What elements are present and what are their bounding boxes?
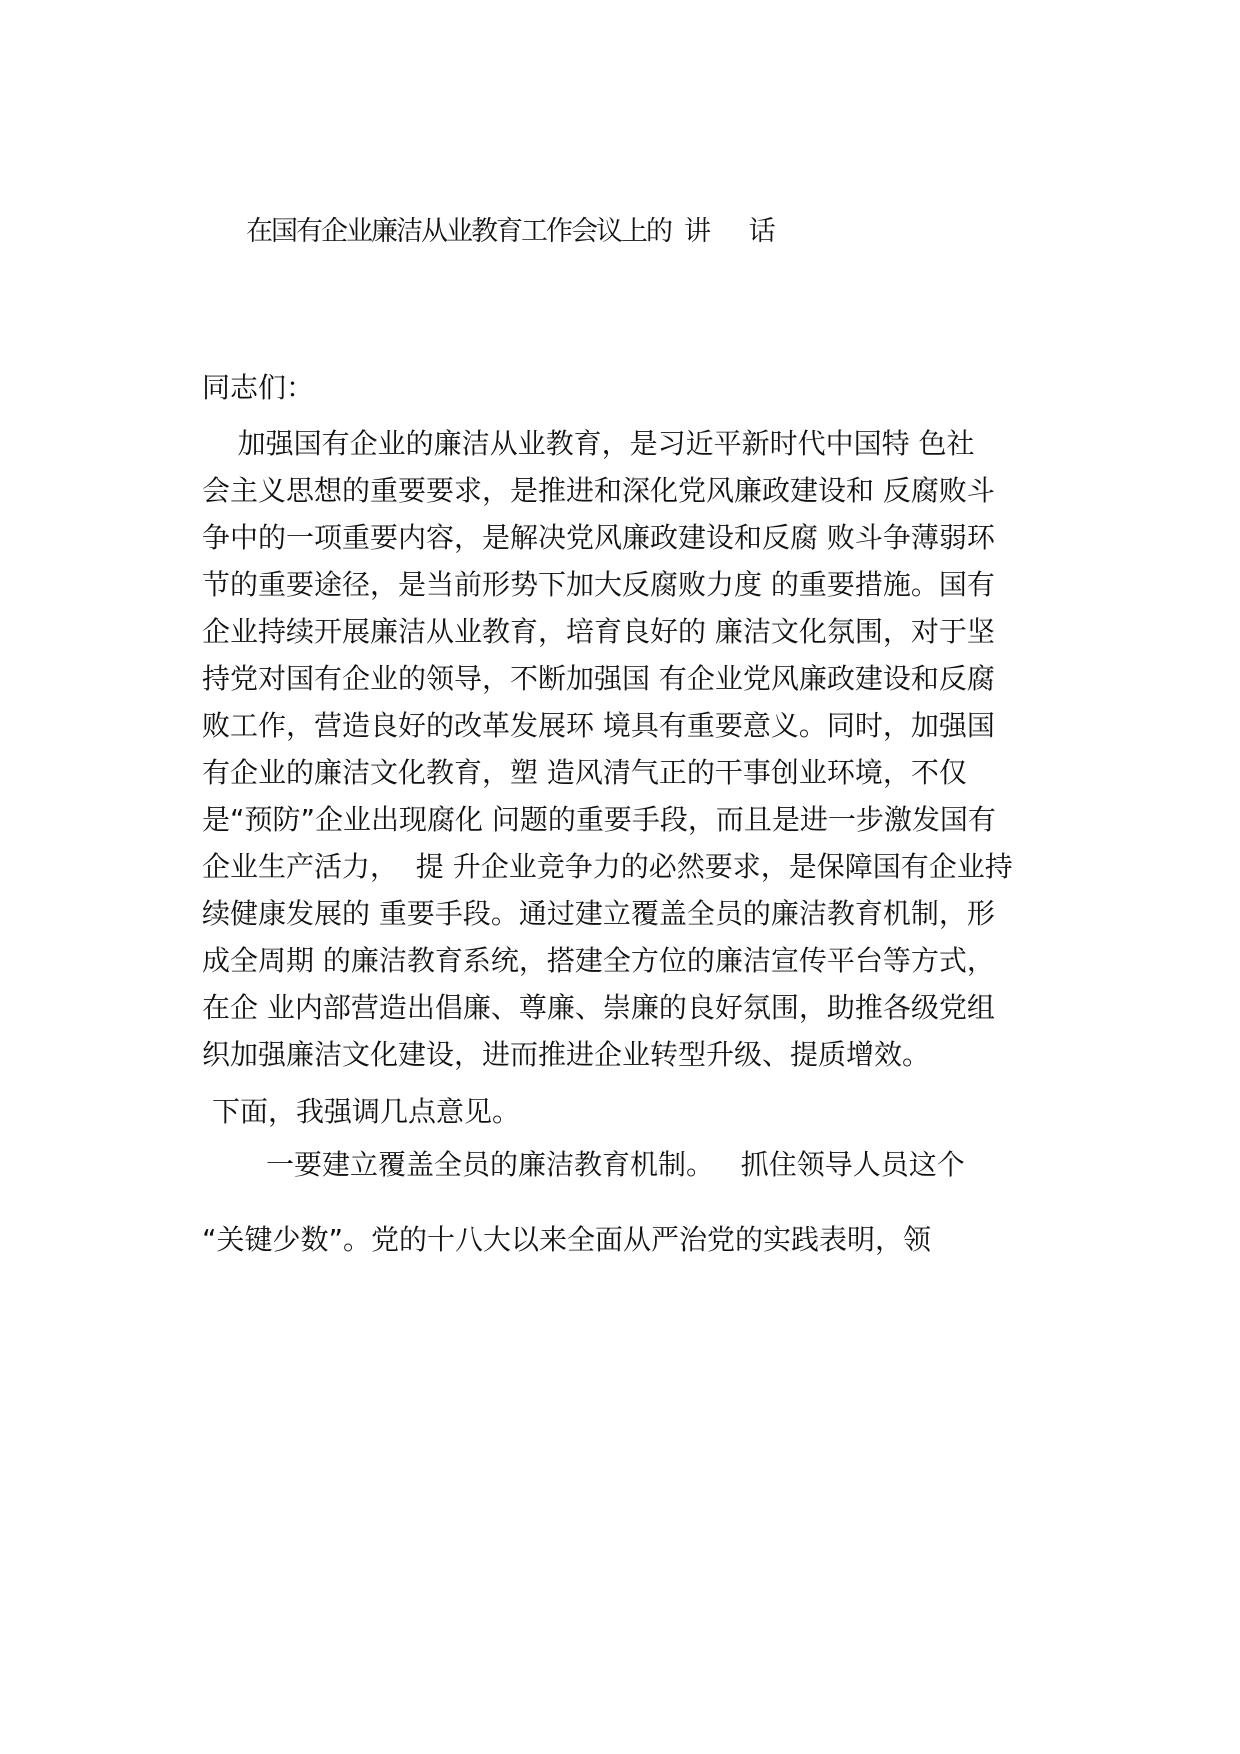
key-minority-line: “关键少数”。党的十八大以来全面从严治党的实践表明，领 (202, 1223, 932, 1256)
paragraph-line: 争中的一项重要内容，是解决党风廉政建设和反腐 败斗争薄弱环 (202, 521, 995, 554)
paragraph-line: 织加强廉洁文化建设，进而推进企业转型升级、提质增效。 (202, 1038, 931, 1071)
paragraph-line: 败工作，营造良好的改革发展环 境具有重要意义。同时，加强国 (202, 709, 995, 742)
document-title: 在国有企业廉洁从业教育工作会议上的 讲 话 (246, 216, 774, 247)
paragraph-line: 会主义思想的重要要求，是推进和深化党风廉政建设和 反腐败斗 (202, 474, 995, 507)
point-one-heading: 一要建立覆盖全员的廉洁教育机制。 抓住领导人员这个 (266, 1148, 965, 1181)
paragraph-line: 是“预防”企业出现腐化 问题的重要手段，而且是进一步激发国有 (202, 803, 996, 836)
paragraph-1 (202, 420, 1082, 1078)
paragraph-line: 持党对国有企业的领导，不断加强国 有企业党风廉政建设和反腐 (202, 662, 995, 695)
intro-points-line: 下面，我强调几点意见。 (212, 1095, 521, 1128)
paragraph-line: 续健康发展的 重要手段。通过建立覆盖全员的廉洁教育机制，形 (202, 897, 995, 930)
paragraph-line: 在企 业内部营造出倡廉、尊廉、崇廉的良好氛围，助推各级党组 (202, 991, 995, 1024)
salutation: 同志们： (202, 371, 315, 404)
paragraph-line: 有企业的廉洁文化教育，塑 造风清气正的干事创业环境，不仅 (202, 756, 967, 789)
paragraph-line: 节的重要途径，是当前形势下加大反腐败力度 的重要措施。国有 (202, 568, 995, 601)
paragraph-line: 加强国有企业的廉洁从业教育，是习近平新时代中国特 色社 (202, 427, 975, 460)
paragraph-line: 成全周期 的廉洁教育系统，搭建全方位的廉洁宣传平台等方式， (202, 944, 995, 977)
paragraph-line: 企业生产活力， 提 升企业竞争力的必然要求，是保障国有企业持 (202, 850, 1013, 883)
paragraph-line: 企业持续开展廉洁从业教育，培育良好的 廉洁文化氛围，对于坚 (202, 615, 995, 648)
